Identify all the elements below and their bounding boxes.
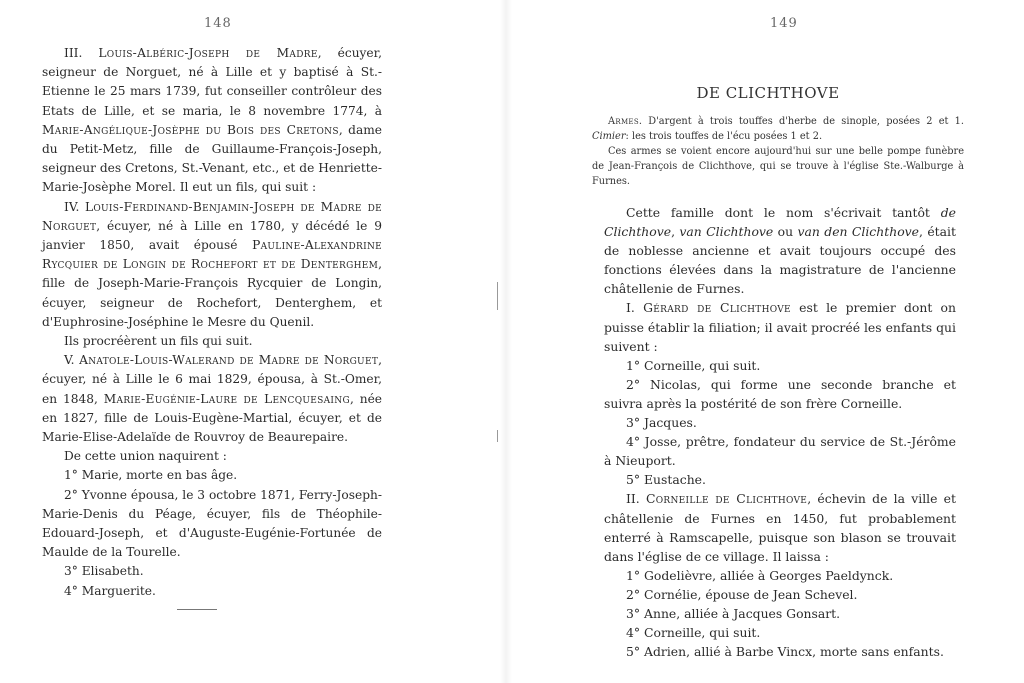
- arms-description: [592, 114, 964, 189]
- text-run: Cette famille dont le nom s'écrivait tantôt: [626, 205, 941, 220]
- right-page: [512, 0, 1024, 683]
- left-paragraph-2: [42, 198, 382, 332]
- spouse-name: Pauline-Alexandrine Rycquier de Longin de Rochefort et de Denterghem: [42, 238, 382, 272]
- spouse-name: Marie-Angélique-Josèphe du Bois des Cretons: [42, 122, 339, 137]
- left-paragraph-1: [42, 44, 382, 198]
- text-run: V.: [64, 353, 80, 368]
- text-run: , était de noblesse ancienne et avait toujours occupé des fonctions élevées dans la magistrature de l'ancienne châtellenie de Furnes.: [604, 224, 956, 297]
- text-run: 3° Jacques.: [626, 415, 697, 431]
- right-paragraph-1: [604, 298, 956, 355]
- book-gutter: [500, 0, 512, 683]
- right-paragraph-11: [604, 623, 956, 642]
- right-paragraph-6: [604, 470, 956, 489]
- text-run: 4° Corneille, qui suit.: [626, 625, 761, 641]
- right-paragraph-2: [604, 356, 956, 375]
- left-paragraph-8: [42, 562, 382, 581]
- right-paragraph-7: [604, 489, 956, 565]
- cimier-label: Cimier: [592, 131, 626, 142]
- text-run: De cette union naquirent :: [64, 449, 227, 464]
- name-variant: van Clichthove: [679, 224, 774, 240]
- text-run: 4° Josse, prêtre, fondateur du service de St.-Jérôme à Nieuport.: [604, 434, 956, 469]
- right-page-number: 149: [770, 16, 798, 31]
- left-paragraph-7: [42, 486, 382, 563]
- right-paragraph-9: [604, 585, 956, 604]
- family-title: DE CLICHTHOVE: [696, 84, 840, 103]
- end-rule: [177, 609, 217, 610]
- person-name: Corneille de Clichthove: [645, 491, 808, 507]
- text-run: II.: [626, 491, 646, 507]
- right-page-text: [604, 203, 956, 661]
- person-name: Louis-Albéric-Joseph de Madre: [98, 46, 318, 60]
- text-run: , écuyer, seigneur de Norguet, né à Lille et y baptisé à St.-Etienne le 25 mars 1739, fut conseiller contrôleur des Etats de Lille, et se maria, le 8 novembre 1774, à: [42, 46, 383, 118]
- arms-note: Ces armes se voient encore aujourd'hui sur une belle pompe funèbre de Jean-François de Clichthove, qui se trouve à l'église Ste.-Walburge à Furnes.: [592, 146, 964, 187]
- right-paragraph-5: [604, 432, 956, 470]
- text-run: 5° Eustache.: [626, 472, 706, 488]
- text-run: 3° Elisabeth.: [64, 564, 144, 579]
- text-run: , écuyer, né à Lille le 6 mai 1829, épousa, à St.-Omer, en 1848,: [42, 353, 382, 406]
- text-run: , écuyer, né à Lille en 1780, y décédé le 9 janvier 1850, avait épousé: [42, 218, 382, 253]
- text-run: Ils procréèrent un fils qui suit.: [64, 334, 253, 349]
- spouse-name: Marie-Eugénie-Laure de Lencquesaing: [103, 391, 350, 406]
- text-run: , fille de Joseph-Marie-François Rycquier de Longin, écuyer, seigneur de Rochefort, Denterghem, et d'Euphrosine-Joséphine le Mesre du Quenil.: [42, 257, 382, 329]
- right-paragraph-10: [604, 604, 956, 623]
- left-page: [0, 0, 500, 683]
- left-paragraph-6: [42, 466, 382, 485]
- left-page-text: [42, 44, 382, 601]
- text-run: ou: [773, 224, 798, 240]
- text-run: 1° Godelièvre, alliée à Georges Paeldynck.: [626, 567, 894, 583]
- name-variant: de Clichthove: [604, 205, 956, 240]
- right-paragraph-12: [604, 642, 956, 661]
- left-page-number: 148: [204, 16, 232, 31]
- text-run: , dame du Petit-Metz, fille de Guillaume-François-Joseph, seigneur des Cretons, St.-Venant, etc., et de Henriette-Marie-Josèphe Morel. Il eut un fils, qui suit :: [42, 122, 383, 195]
- person-name: Anatole-Louis-Walerand de Madre de Norguet: [79, 353, 379, 368]
- right-paragraph-4: [604, 413, 956, 432]
- right-paragraph-8: [604, 566, 956, 585]
- intro-paragraph: [604, 203, 956, 298]
- text-run: 2° Cornélie, épouse de Jean Schevel.: [626, 586, 858, 602]
- left-paragraph-3: [42, 332, 382, 351]
- text-run: , née en 1827, fille de Louis-Eugène-Martial, écuyer, et de Marie-Elise-Adelaïde de Rouvroy de Beaurepaire.: [42, 391, 382, 445]
- text-run: 3° Anne, alliée à Jacques Gonsart.: [626, 605, 841, 621]
- left-paragraph-9: [42, 582, 382, 601]
- right-paragraph-3: [604, 375, 956, 413]
- text-run: est le premier dont on puisse établir la filiation; il avait procréé les enfants qui suivent :: [604, 300, 956, 354]
- left-paragraph-4: [42, 351, 382, 447]
- name-variant: van den Clichthove: [797, 224, 919, 240]
- gutter-mark: [497, 430, 498, 442]
- left-paragraph-5: [42, 447, 382, 466]
- text-run: : les trois touffes de l'écu posées 1 et 2.: [625, 131, 823, 142]
- text-run: 2° Yvonne épousa, le 3 octobre 1871, Ferry-Joseph-Marie-Denis du Péage, écuyer, fils de Théophile-Edouard-Joseph, et d'Auguste-Eugénie-Fortunée de Maulde de la Tourelle.: [42, 487, 382, 560]
- text-run: IV.: [64, 199, 85, 214]
- person-name: Louis-Ferdinand-Benjamin-Joseph de Madre de Norguet: [42, 199, 382, 233]
- text-run: I.: [626, 300, 644, 316]
- text-run: 1° Marie, morte en bas âge.: [64, 468, 238, 483]
- arms-paragraph: [592, 114, 964, 144]
- text-run: , échevin de la ville et châtellenie de Furnes en 1450, fut probablement enterré à Ramscapelle, puisque son blason se trouvait dans l'église de ce village. Il laissa :: [604, 491, 956, 564]
- person-name: Gérard de Clichthove: [643, 300, 791, 316]
- text-run: 1° Corneille, qui suit.: [626, 357, 761, 373]
- arms-label: Armes: [608, 116, 639, 127]
- text-run: III.: [64, 46, 99, 60]
- text-run: 4° Marguerite.: [64, 583, 156, 598]
- text-run: . D'argent à trois touffes d'herbe de sinople, posées 2 et 1.: [638, 116, 964, 127]
- text-run: ,: [671, 224, 680, 240]
- text-run: 5° Adrien, allié à Barbe Vincx, morte sans enfants.: [626, 644, 944, 660]
- text-run: 2° Nicolas, qui forme une seconde branche et suivra après la postérité de son frère Corneille.: [604, 376, 956, 411]
- gutter-mark: [497, 282, 498, 310]
